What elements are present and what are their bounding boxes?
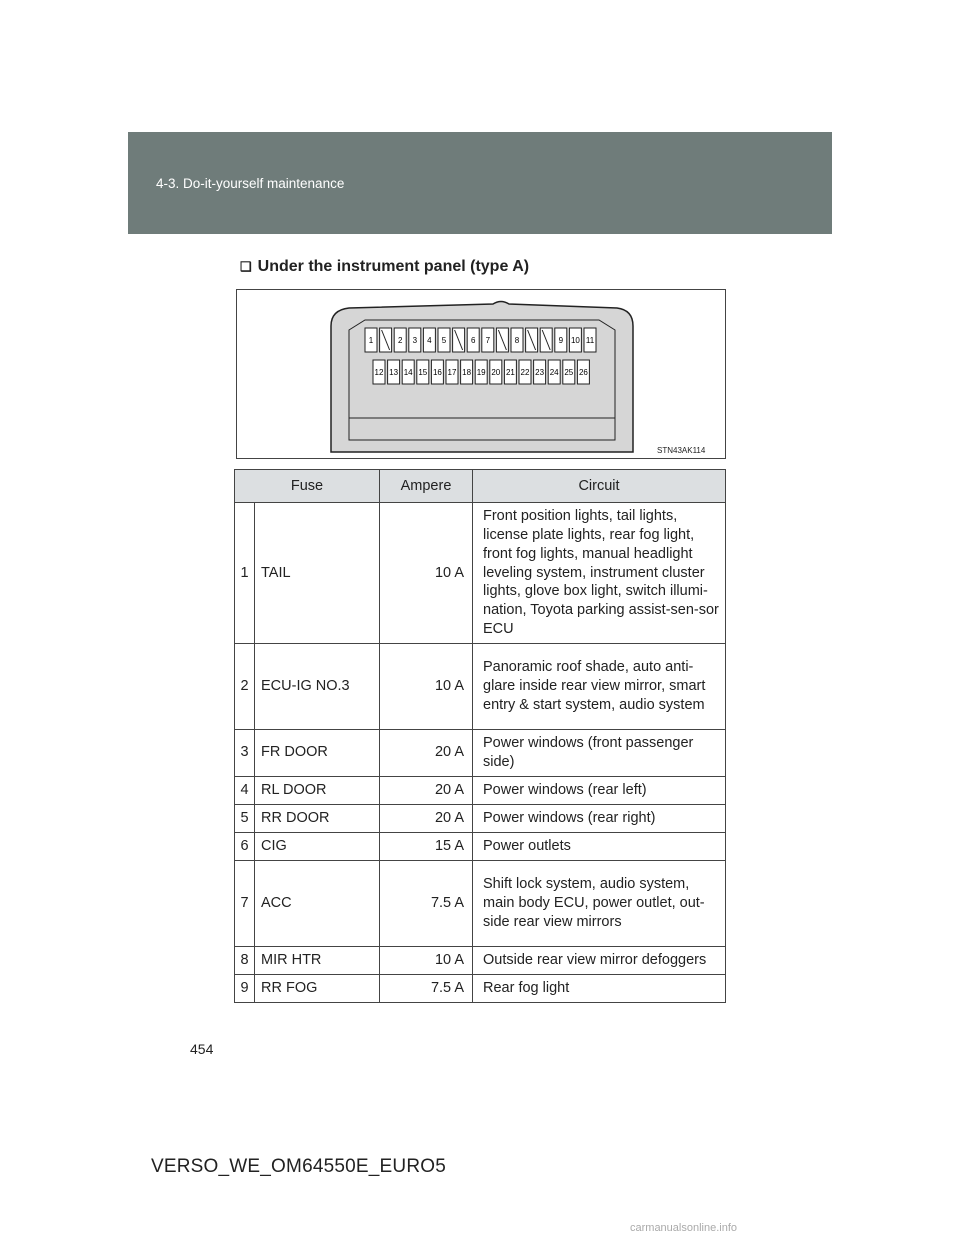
- fuse-ampere: 15 A: [380, 832, 473, 860]
- fuse-table: [234, 469, 726, 1003]
- fuse-number: 8: [235, 946, 255, 974]
- fuse-circuit: Power windows (rear left): [473, 776, 726, 804]
- fuse-slot-label: 22: [520, 368, 530, 377]
- header-fuse: Fuse: [235, 470, 380, 503]
- subsection-heading: [240, 258, 529, 276]
- fuse-number: 5: [235, 804, 255, 832]
- fuse-circuit: Power windows (rear right): [473, 804, 726, 832]
- document-footer: VERSO_WE_OM64550E_EURO5: [151, 1156, 446, 1177]
- fuse-ampere: 20 A: [380, 776, 473, 804]
- fuse-slot-label: 26: [578, 368, 588, 377]
- fuse-slot-label: 19: [476, 368, 486, 377]
- fuse-name: MIR HTR: [255, 946, 380, 974]
- fuse-slot-label: 11: [585, 336, 595, 345]
- fuse-name: ECU-IG NO.3: [255, 643, 380, 729]
- fuse-circuit: Rear fog light: [473, 974, 726, 1002]
- table-row: [235, 860, 726, 946]
- fuse-ampere: 20 A: [380, 804, 473, 832]
- table-row: [235, 974, 726, 1002]
- fuse-box-drawing: [237, 290, 725, 458]
- heading-text: Under the instrument panel (type A): [257, 258, 530, 275]
- fuse-number: 7: [235, 860, 255, 946]
- fuse-slot-label: 3: [412, 336, 418, 345]
- section-title: 4-3. Do-it-yourself maintenance: [156, 176, 345, 191]
- fuse-circuit: Power windows (front passenger side): [473, 729, 726, 776]
- section-header: [128, 132, 832, 234]
- header-circuit: Circuit: [473, 470, 726, 503]
- fuse-slot-label: 12: [374, 368, 384, 377]
- fuse-slot-label: 20: [491, 368, 501, 377]
- fuse-name: FR DOOR: [255, 729, 380, 776]
- fuse-slot-label: 15: [418, 368, 428, 377]
- square-bullet-icon: ❑: [240, 259, 252, 274]
- fuse-slot-label: 25: [564, 368, 574, 377]
- fuse-box-diagram: [236, 289, 726, 459]
- fuse-circuit: Shift lock system, audio system, main body ECU, power outlet, out-side rear view mirrors: [473, 860, 726, 946]
- fuse-slot-label: 8: [514, 336, 520, 345]
- fuse-slot-label: 14: [403, 368, 413, 377]
- fuse-circuit: Panoramic roof shade, auto anti-glare inside rear view mirror, smart entry & start system, audio system: [473, 643, 726, 729]
- table-row: [235, 804, 726, 832]
- fuse-ampere: 20 A: [380, 729, 473, 776]
- fuse-slot-label: 1: [368, 336, 374, 345]
- fuse-slot-label: 9: [558, 336, 564, 345]
- fuse-number: 4: [235, 776, 255, 804]
- fuse-name: RR DOOR: [255, 804, 380, 832]
- table-row: [235, 643, 726, 729]
- fuse-circuit: Front position lights, tail lights, license plate lights, rear fog light, front fog lights, manual headlight leveling system, instrument cluster lights, glove box light, switch illumi-nation, Toyota parking assist-sen-sor ECU: [473, 503, 726, 644]
- fuse-slot-label: 6: [470, 336, 476, 345]
- fuse-ampere: 7.5 A: [380, 860, 473, 946]
- table-row: [235, 832, 726, 860]
- fuse-slot-label: 23: [535, 368, 545, 377]
- fuse-name: ACC: [255, 860, 380, 946]
- watermark: carmanualsonline.info: [630, 1222, 738, 1234]
- page-number: 454: [190, 1041, 214, 1057]
- fuse-slot-label: 16: [432, 368, 442, 377]
- fuse-number: 3: [235, 729, 255, 776]
- fuse-slot-label: 2: [397, 336, 403, 345]
- fuse-slot-label: 4: [427, 336, 432, 345]
- fuse-name: RR FOG: [255, 974, 380, 1002]
- fuse-number: 6: [235, 832, 255, 860]
- fuse-circuit: Power outlets: [473, 832, 726, 860]
- header-ampere: Ampere: [380, 470, 473, 503]
- table-row: [235, 946, 726, 974]
- fuse-slot-label: 21: [505, 368, 515, 377]
- fuse-slot-label: 17: [447, 368, 457, 377]
- fuse-ampere: 10 A: [380, 946, 473, 974]
- fuse-slot-label: 13: [389, 368, 399, 377]
- table-row: [235, 729, 726, 776]
- fuse-slot-label: 18: [462, 368, 472, 377]
- table-row: [235, 503, 726, 644]
- fuse-number: 2: [235, 643, 255, 729]
- fuse-circuit: Outside rear view mirror defoggers: [473, 946, 726, 974]
- fuse-slot-label: 7: [485, 336, 491, 345]
- fuse-name: CIG: [255, 832, 380, 860]
- fuse-slot-label: 10: [570, 336, 580, 345]
- fuse-name: TAIL: [255, 503, 380, 644]
- fuse-slot-label: 24: [549, 368, 559, 377]
- table-header-row: [235, 470, 726, 503]
- fuse-number: 9: [235, 974, 255, 1002]
- table-row: [235, 776, 726, 804]
- fuse-slot-label: 5: [441, 336, 447, 345]
- fuse-name: RL DOOR: [255, 776, 380, 804]
- fuse-ampere: 10 A: [380, 643, 473, 729]
- figure-code: STN43AK114: [657, 446, 706, 455]
- fuse-ampere: 10 A: [380, 503, 473, 644]
- fuse-number: 1: [235, 503, 255, 644]
- fuse-ampere: 7.5 A: [380, 974, 473, 1002]
